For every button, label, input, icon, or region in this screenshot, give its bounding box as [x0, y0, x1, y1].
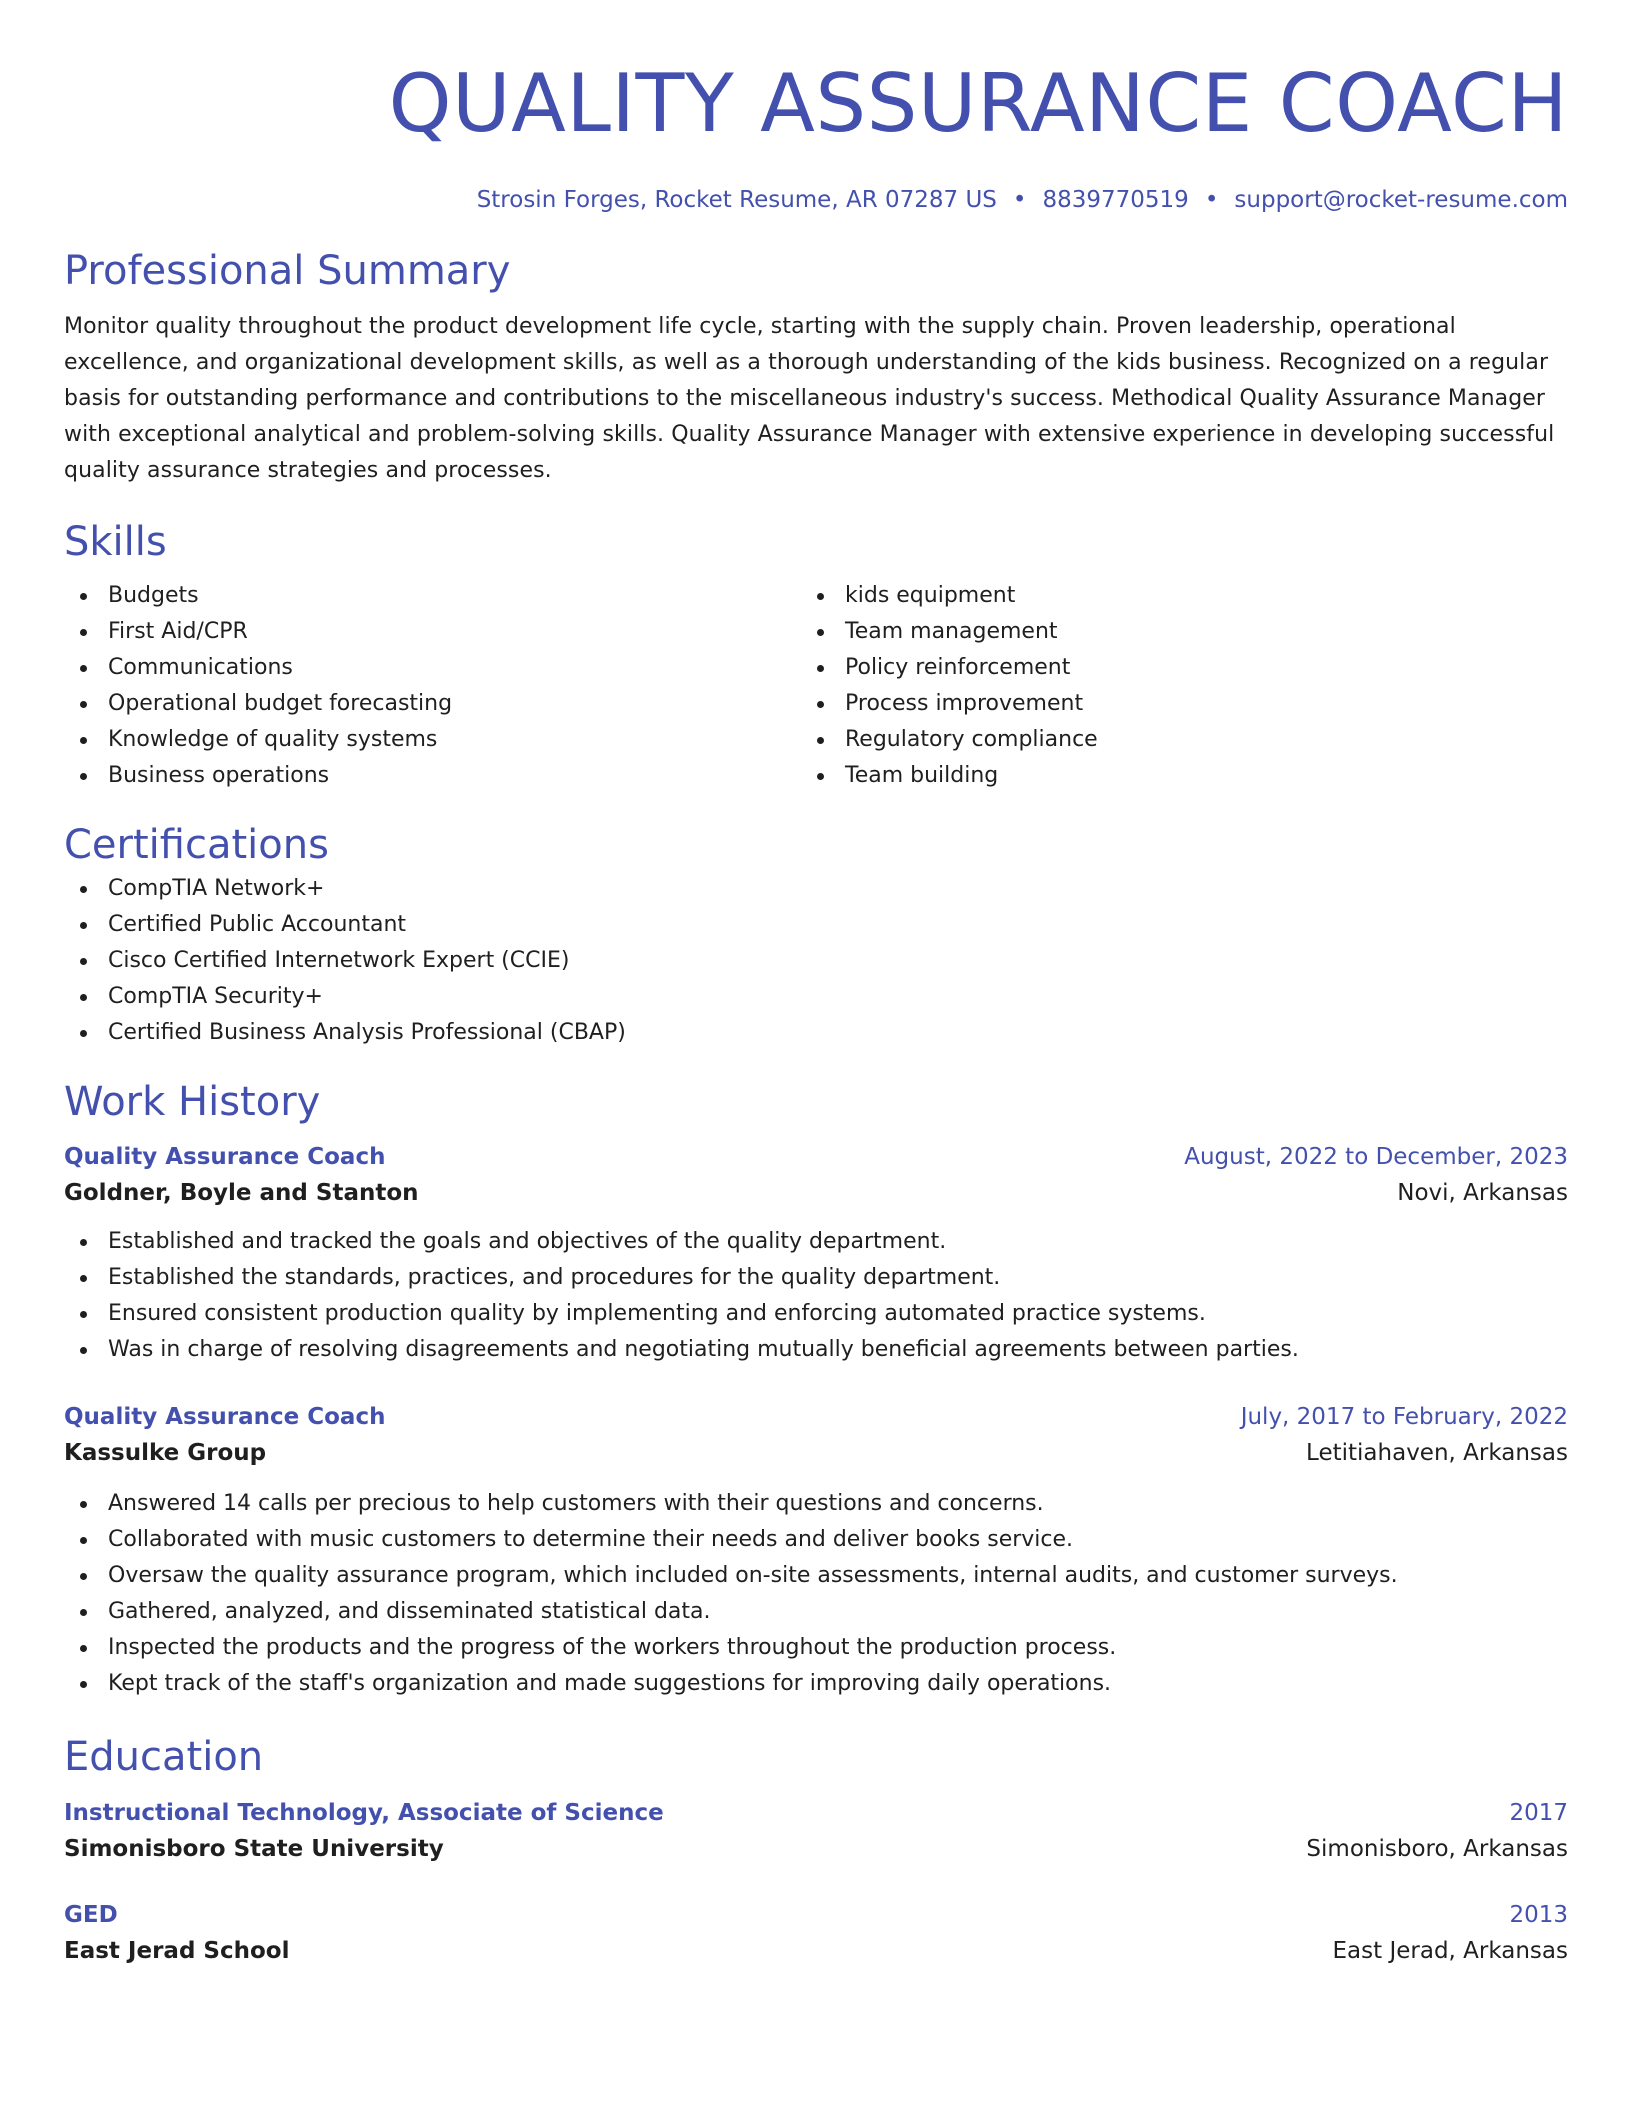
education-school-row	[64, 1830, 1568, 1868]
job-bullet: Inspected the products and the progress of the workers throughout the production process.	[108, 1630, 1568, 1666]
job-role: Quality Assurance Coach	[64, 1144, 386, 1170]
skill-item: Knowledge of quality systems	[108, 722, 801, 758]
summary-heading: Professional Summary	[64, 248, 511, 294]
skill-item: Communications	[108, 650, 801, 686]
job-location: Letitiahaven, Arkansas	[1306, 1440, 1568, 1466]
job-bullet: Gathered, analyzed, and disseminated statistical data.	[108, 1594, 1568, 1630]
education-year: 2017	[1509, 1800, 1568, 1826]
job-bullet: Established and tracked the goals and objectives of the quality department.	[108, 1224, 1568, 1260]
education-entry	[64, 1898, 1568, 1970]
education-section	[64, 1731, 1568, 1970]
skills-heading: Skills	[64, 519, 167, 565]
job-header-row	[64, 1140, 1568, 1174]
certifications-heading: Certifications	[64, 822, 329, 868]
candidate-title: QUALITY ASSURANCE COACH	[388, 57, 1568, 150]
education-header-row	[64, 1898, 1568, 1932]
education-degree: Instructional Technology, Associate of Science	[64, 1800, 664, 1826]
skill-item: Regulatory compliance	[845, 722, 1538, 758]
job-bullet: Kept track of the staff's organization and made suggestions for improving daily operations.	[108, 1666, 1568, 1702]
work-history-section	[64, 1076, 1568, 1702]
education-school-row	[64, 1932, 1568, 1970]
job-bullet: Established the standards, practices, and procedures for the quality department.	[108, 1260, 1568, 1296]
education-heading: Education	[64, 1734, 264, 1780]
job-bullet: Was in charge of resolving disagreements and negotiating mutually beneficial agreements between parties.	[108, 1332, 1568, 1368]
certifications-section	[64, 819, 1568, 1051]
skill-item: Operational budget forecasting	[108, 686, 801, 722]
skill-item: Policy reinforcement	[845, 650, 1538, 686]
skills-column-right	[801, 578, 1538, 794]
skills-column-left	[64, 578, 801, 794]
education-location: East Jerad, Arkansas	[1332, 1938, 1568, 1964]
education-year: 2013	[1509, 1902, 1568, 1928]
contact-line	[64, 184, 1568, 216]
certifications-list	[64, 871, 1568, 1051]
job-bullet: Collaborated with music customers to determine their needs and deliver books service.	[108, 1522, 1568, 1558]
job-role: Quality Assurance Coach	[64, 1404, 386, 1430]
contact-phone[interactable]: 8839770519	[1042, 187, 1189, 213]
job-bullet: Oversaw the quality assurance program, which included on-site assessments, internal audits, and customer surveys.	[108, 1558, 1568, 1594]
certification-item: CompTIA Network+	[108, 871, 1568, 907]
job-dates: July, 2017 to February, 2022	[1240, 1404, 1568, 1430]
skill-item: Process improvement	[845, 686, 1538, 722]
education-degree: GED	[64, 1902, 118, 1928]
certification-item: Cisco Certified Internetwork Expert (CCIE)	[108, 943, 1568, 979]
skill-item: Business operations	[108, 758, 801, 794]
contact-separator: •	[1012, 187, 1027, 213]
job-company-row	[64, 1434, 1568, 1472]
education-school: Simonisboro State University	[64, 1836, 444, 1862]
job-company: Kassulke Group	[64, 1440, 267, 1466]
job-bullet: Ensured consistent production quality by implementing and enforcing automated practice systems.	[108, 1296, 1568, 1332]
education-school: East Jerad School	[64, 1938, 290, 1964]
skill-item: Budgets	[108, 578, 801, 614]
job-entry	[64, 1400, 1568, 1702]
job-location: Novi, Arkansas	[1397, 1180, 1568, 1206]
job-header-row	[64, 1400, 1568, 1434]
education-header-row	[64, 1796, 1568, 1830]
job-bullets	[64, 1224, 1568, 1368]
job-entry	[64, 1140, 1568, 1368]
summary-text: Monitor quality throughout the product development life cycle, starting with the supply chain. Proven leadership, operational excellence, and organizational development skills, as well as a thorough understanding of the kids business. Recognized on a regular basis for outstanding performance and contributions to the miscellaneous industry's success. Methodical Quality Assurance Manager with exceptional analytical and problem-solving skills. Quality Assurance Manager with extensive experience in developing successful quality assurance strategies and processes.	[64, 314, 1555, 483]
contact-separator: •	[1204, 187, 1219, 213]
skill-item: Team management	[845, 614, 1538, 650]
skills-section	[64, 516, 1568, 794]
certification-item: Certified Public Accountant	[108, 907, 1568, 943]
skill-item: Team building	[845, 758, 1538, 794]
job-bullets	[64, 1486, 1568, 1702]
contact-address: Strosin Forges, Rocket Resume, AR 07287 US	[476, 187, 997, 213]
education-entry	[64, 1796, 1568, 1868]
job-company-row	[64, 1174, 1568, 1212]
job-dates: August, 2022 to December, 2023	[1184, 1144, 1568, 1170]
job-bullet: Answered 14 calls per precious to help customers with their questions and concerns.	[108, 1486, 1568, 1522]
certification-item: CompTIA Security+	[108, 979, 1568, 1015]
contact-email[interactable]: support@rocket-resume.com	[1234, 187, 1568, 213]
resume-header	[64, 0, 1568, 216]
job-company: Goldner, Boyle and Stanton	[64, 1180, 419, 1206]
certification-item: Certified Business Analysis Professional (CBAP)	[108, 1015, 1568, 1051]
education-location: Simonisboro, Arkansas	[1306, 1836, 1568, 1862]
skills-grid	[64, 578, 1568, 794]
skill-item: kids equipment	[845, 578, 1538, 614]
skill-item: First Aid/CPR	[108, 614, 801, 650]
summary-section	[64, 245, 1568, 489]
work-history-heading: Work History	[64, 1079, 321, 1125]
